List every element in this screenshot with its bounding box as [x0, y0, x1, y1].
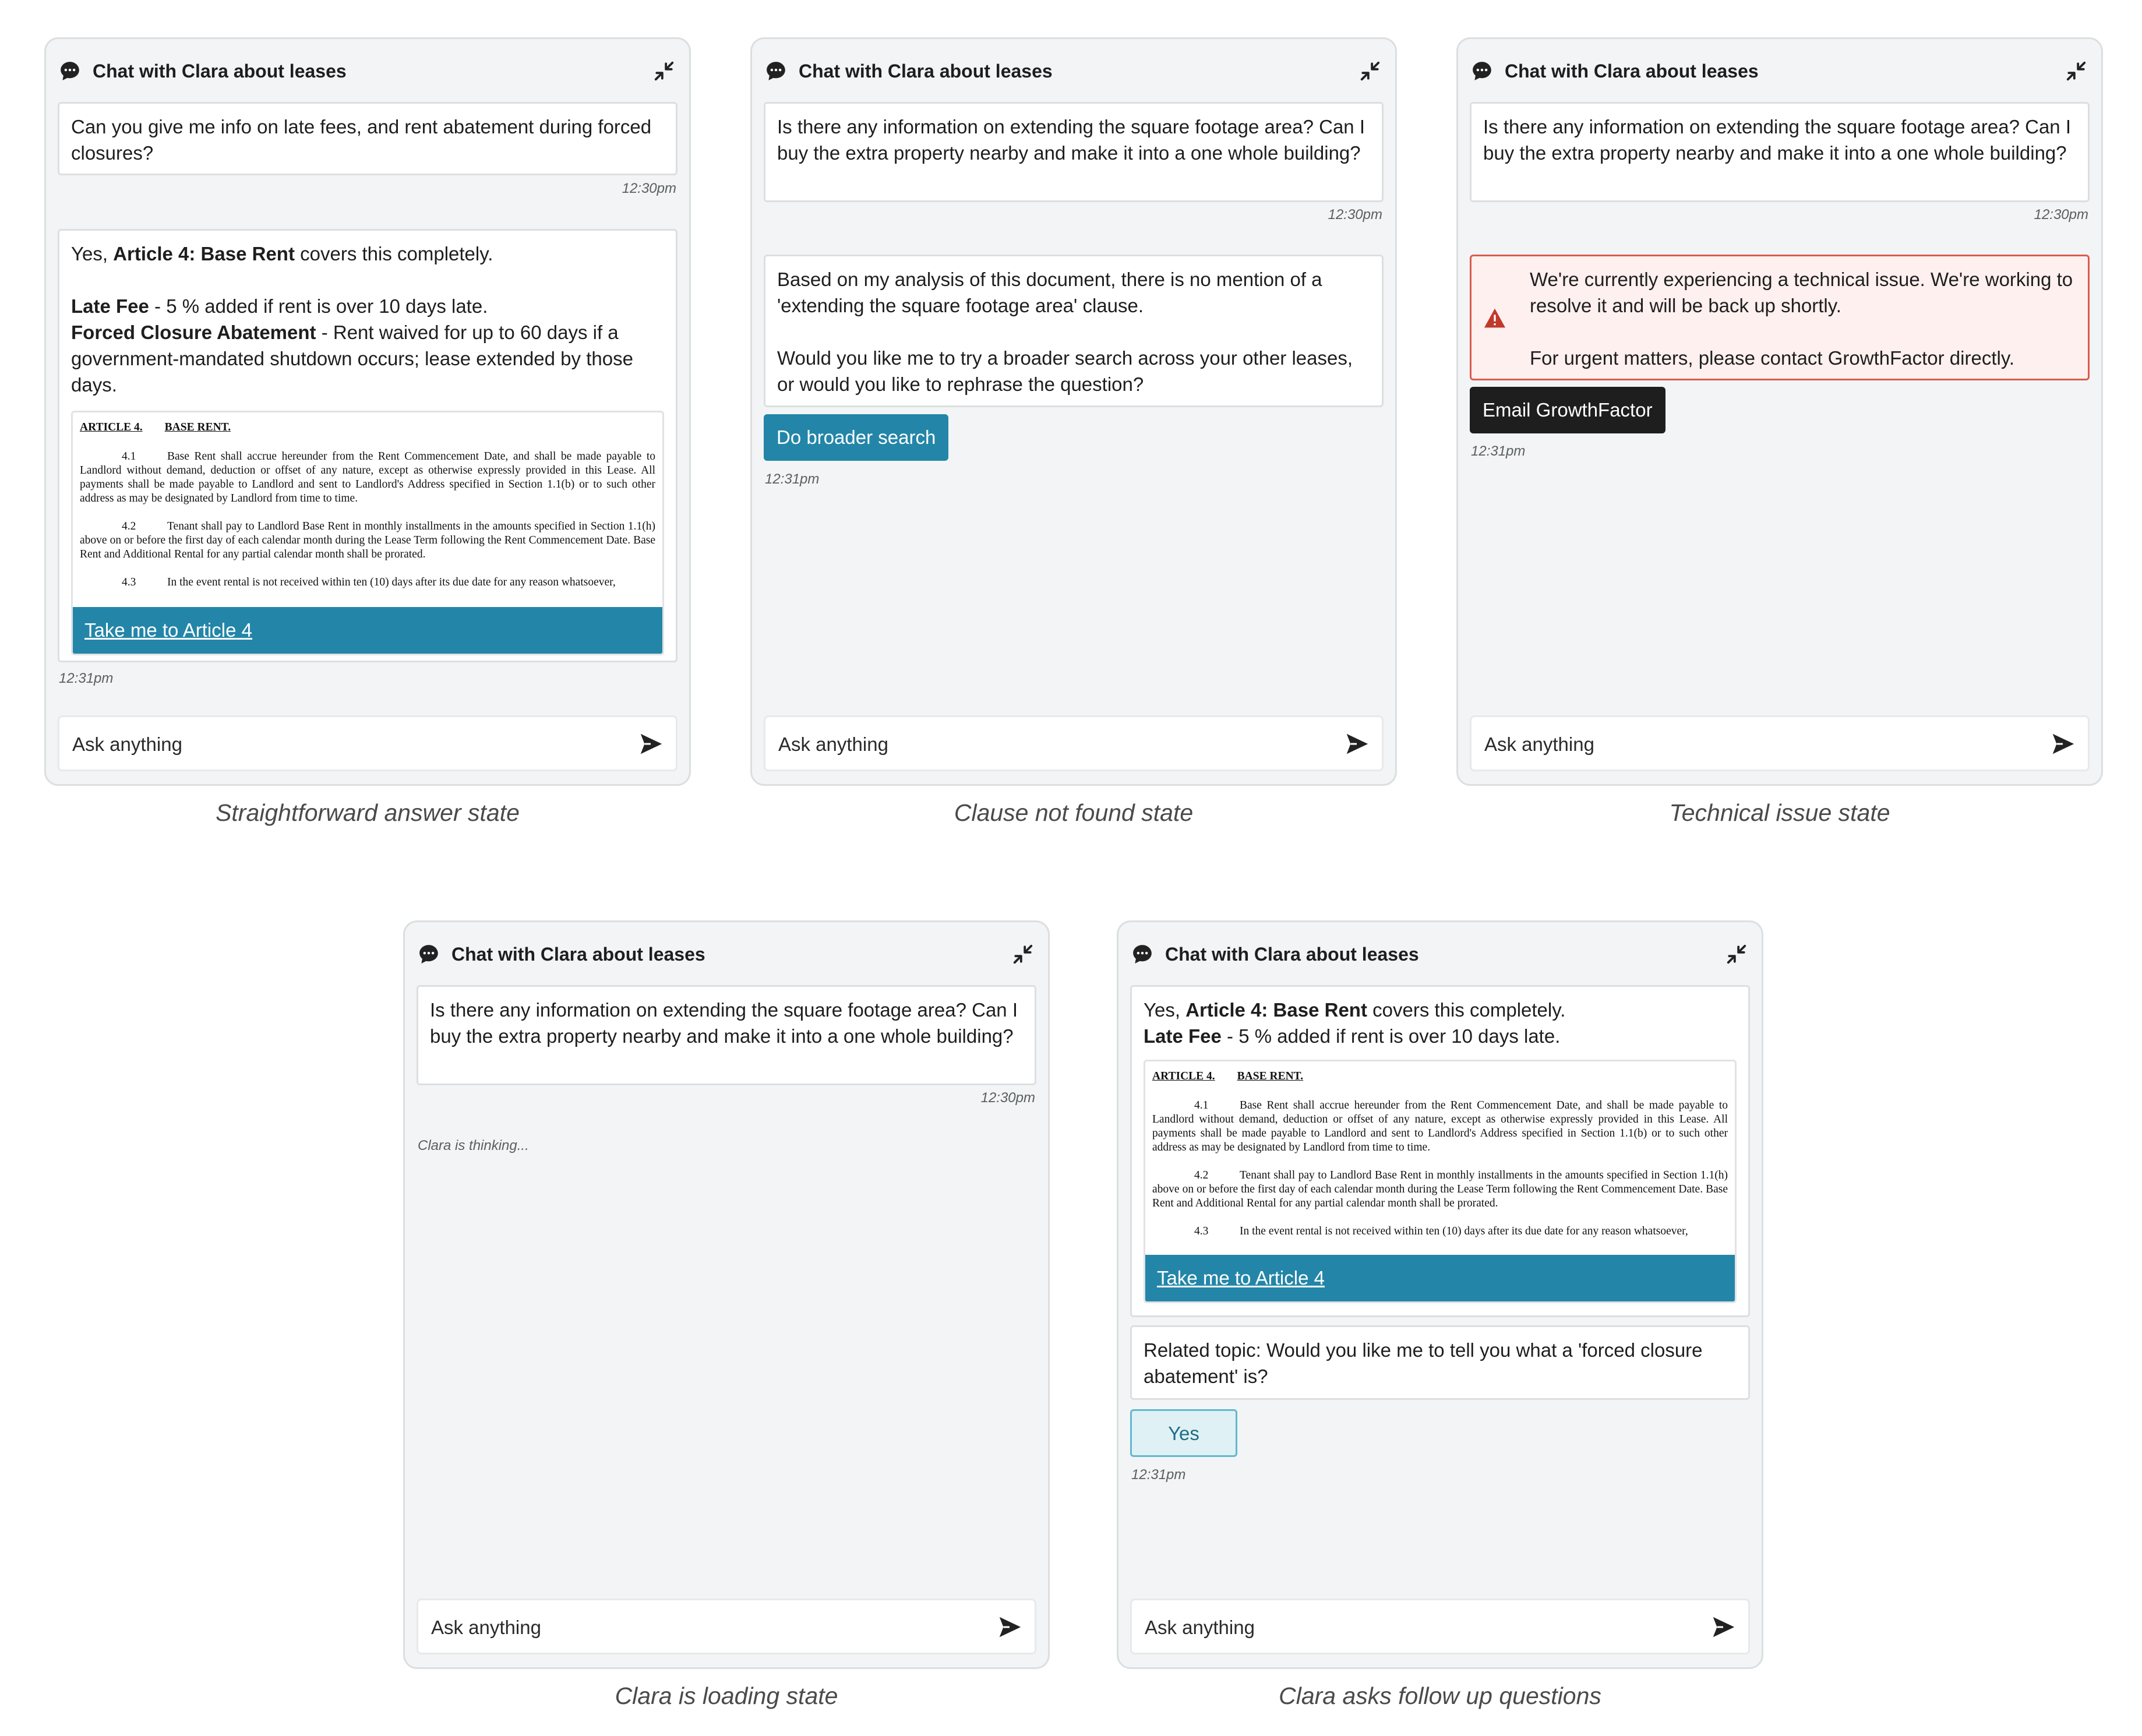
user-message: Is there any information on extending the square footage area? Can I buy the extra property nearby and make it into a one whole building? — [764, 102, 1384, 202]
ask-input[interactable] — [764, 715, 1384, 771]
chat-title: Chat with Clara about leases — [799, 61, 1053, 82]
bot-message-time: 12:31pm — [1471, 443, 1526, 459]
ask-input[interactable] — [417, 1599, 1036, 1654]
email-growthfactor-button[interactable]: Email GrowthFactor — [1470, 387, 1665, 433]
warning-triangle-icon — [1483, 308, 1506, 329]
chat-panel-follow-up — [1117, 920, 1763, 1669]
chat-title: Chat with Clara about leases — [451, 944, 705, 965]
chat-header — [765, 53, 1382, 89]
take-me-to-article-link[interactable]: Take me to Article 4 — [1145, 1255, 1735, 1301]
chat-panel-technical-issue — [1456, 37, 2103, 786]
ask-input[interactable] — [58, 715, 677, 771]
chat-bubble-icon — [418, 943, 440, 965]
ask-input-placeholder[interactable]: Ask anything — [1484, 733, 1594, 755]
send-arrow-icon[interactable] — [996, 1614, 1023, 1640]
bot-answer: Based on my analysis of this document, there is no mention of a 'extending the square footage area' clause. Would you like me to try a broader search across your other leases, or would you like to rephrase the question? — [764, 255, 1384, 407]
chat-panel-straightforward — [44, 37, 691, 786]
ask-input-placeholder[interactable]: Ask anything — [72, 733, 182, 755]
bot-message-time: 12:31pm — [59, 671, 114, 686]
chat-bubble-icon — [1471, 60, 1493, 82]
user-message-time: 12:30pm — [980, 1090, 1035, 1106]
chat-bubble-icon — [1131, 943, 1153, 965]
chat-panel-clause-not-found — [750, 37, 1397, 786]
error-message: We're currently experiencing a technical issue. We're working to resolve it and will be back up shortly. For urgent matters, please contact GrowthFactor directly. — [1470, 255, 2090, 380]
ask-input-placeholder[interactable]: Ask anything — [1145, 1617, 1255, 1638]
chat-header — [59, 53, 676, 89]
user-message: Is there any information on extending the square footage area? Can I buy the extra property nearby and make it into a one whole building? — [1470, 102, 2090, 202]
minimize-arrows-icon[interactable] — [653, 60, 675, 82]
chat-title: Chat with Clara about leases — [1505, 61, 1759, 82]
ask-input[interactable] — [1470, 715, 2090, 771]
chat-title: Chat with Clara about leases — [1165, 944, 1419, 965]
bot-answer: Yes, Article 4: Base Rent covers this completely. Late Fee - 5 % added if rent is over 10 days late. Forced Closure Abatement - Rent waived for up to 60 days if a government-mandated shutdown occurs; lease extended by those days. ARTICLE 4. BASE RENT. 4.1 Base Rent shall accrue hereunder from the Rent Commencement Date, and shall be made payable to Landlord without demand, deduction or offset of any nature, except as otherwise expressly provided in this Lease. All payments shall be made payable to Landlord and sent to Landlord's Address specified in Section 1.1(b) or to such other address as may be designated by Landlord from time to time. 4.2 Tenant shall pay to Landlord Base Rent in monthly installments in the amounts specified in Section 1.1(h) above on or before the first day of each calendar month during the Lease Term following the Rent Commencement Date. Base Rent and Additional Rental for any partial calendar month shall be prorated. 4.3 In the event rental is not received within ten (10) days after its due date for any reason whatsoever, Take me to Article 4 — [58, 229, 677, 662]
user-message-time: 12:30pm — [622, 181, 676, 196]
ask-input[interactable] — [1130, 1599, 1750, 1654]
user-message: Can you give me info on late fees, and rent abatement during forced closures? — [58, 102, 677, 175]
chat-header — [1471, 53, 2088, 89]
bot-answer: Yes, Article 4: Base Rent covers this completely. Late Fee - 5 % added if rent is over 10 days late. ARTICLE 4. BASE RENT. 4.1 Base Rent shall accrue hereunder from the Rent Commencement Date, and shall be made payable to Landlord without demand, deduction or offset of any nature, except as otherwise expressly provided in this Lease. All payments shall be made payable to Landlord and sent to Landlord's Address specified in Section 1.1(b) or to such other address as may be designated by Landlord from time to time. 4.2 Tenant shall pay to Landlord Base Rent in monthly installments in the amounts specified in Section 1.1(h) above on or before the first day of each calendar month during the Lease Term following the Rent Commencement Date. Base Rent and Additional Rental for any partial calendar month shall be prorated. 4.3 In the event rental is not received within ten (10) days after its due date for any reason whatsoever, Take me to Article 4 — [1130, 985, 1750, 1317]
send-arrow-icon[interactable] — [1343, 731, 1370, 757]
user-message-time: 12:30pm — [1328, 207, 1382, 223]
panel-caption: Technical issue state — [1669, 799, 1890, 826]
bot-message-time: 12:31pm — [1131, 1467, 1186, 1483]
chat-title: Chat with Clara about leases — [93, 61, 347, 82]
minimize-arrows-icon[interactable] — [1012, 943, 1034, 965]
chat-panel-loading — [403, 920, 1050, 1669]
send-arrow-icon[interactable] — [2049, 731, 2076, 757]
minimize-arrows-icon[interactable] — [1725, 943, 1748, 965]
send-arrow-icon[interactable] — [637, 731, 664, 757]
yes-button[interactable]: Yes — [1130, 1409, 1237, 1457]
chat-header — [1131, 936, 1749, 972]
panel-caption: Clara asks follow up questions — [1279, 1682, 1601, 1709]
panel-caption: Clause not found state — [954, 799, 1194, 826]
user-message-time: 12:30pm — [2034, 207, 2088, 223]
take-me-to-article-link[interactable]: Take me to Article 4 — [73, 607, 662, 654]
user-message: Is there any information on extending the square footage area? Can I buy the extra property nearby and make it into a one whole building? — [417, 985, 1036, 1085]
panel-caption: Straightforward answer state — [216, 799, 520, 826]
ask-input-placeholder[interactable]: Ask anything — [778, 733, 888, 755]
send-arrow-icon[interactable] — [1710, 1614, 1737, 1640]
followup-question: Related topic: Would you like me to tell you what a 'forced closure abatement' is? — [1130, 1325, 1750, 1400]
minimize-arrows-icon[interactable] — [2065, 60, 2087, 82]
ask-input-placeholder[interactable]: Ask anything — [431, 1617, 541, 1638]
chat-bubble-icon — [765, 60, 787, 82]
thinking-indicator: Clara is thinking... — [418, 1138, 529, 1153]
bot-message-time: 12:31pm — [765, 471, 820, 487]
minimize-arrows-icon[interactable] — [1359, 60, 1381, 82]
broader-search-button[interactable]: Do broader search — [764, 414, 948, 461]
document-excerpt: ARTICLE 4. BASE RENT. 4.1 Base Rent shall accrue hereunder from the Rent Commencement Date, and shall be made payable to Landlord without demand, deduction or offset of any nature, except as otherwise expressly provided in this Lease. All payments shall be made payable to Landlord and sent to Landlord's Address specified in Section 1.1(b) or to such other address as may be designated by Landlord from time to time. 4.2 Tenant shall pay to Landlord Base Rent in monthly installments in the amounts specified in Section 1.1(h) above on or before the first day of each calendar month during the Lease Term following the Rent Commencement Date. Base Rent and Additional Rental for any partial calendar month shall be prorated. 4.3 In the event rental is not received within ten (10) days after its due date for any reason whatsoever, Take me to Article 4 — [71, 411, 664, 655]
chat-bubble-icon — [59, 60, 81, 82]
chat-header — [418, 936, 1035, 972]
panel-caption: Clara is loading state — [615, 1682, 838, 1709]
document-excerpt: ARTICLE 4. BASE RENT. 4.1 Base Rent shall accrue hereunder from the Rent Commencement Date, and shall be made payable to Landlord without demand, deduction or offset of any nature, except as otherwise expressly provided in this Lease. All payments shall be made payable to Landlord and sent to Landlord's Address specified in Section 1.1(b) or to such other address as may be designated by Landlord from time to time. 4.2 Tenant shall pay to Landlord Base Rent in monthly installments in the amounts specified in Section 1.1(h) above on or before the first day of each calendar month during the Lease Term following the Rent Commencement Date. Base Rent and Additional Rental for any partial calendar month shall be prorated. 4.3 In the event rental is not received within ten (10) days after its due date for any reason whatsoever, Take me to Article 4 — [1144, 1060, 1737, 1303]
